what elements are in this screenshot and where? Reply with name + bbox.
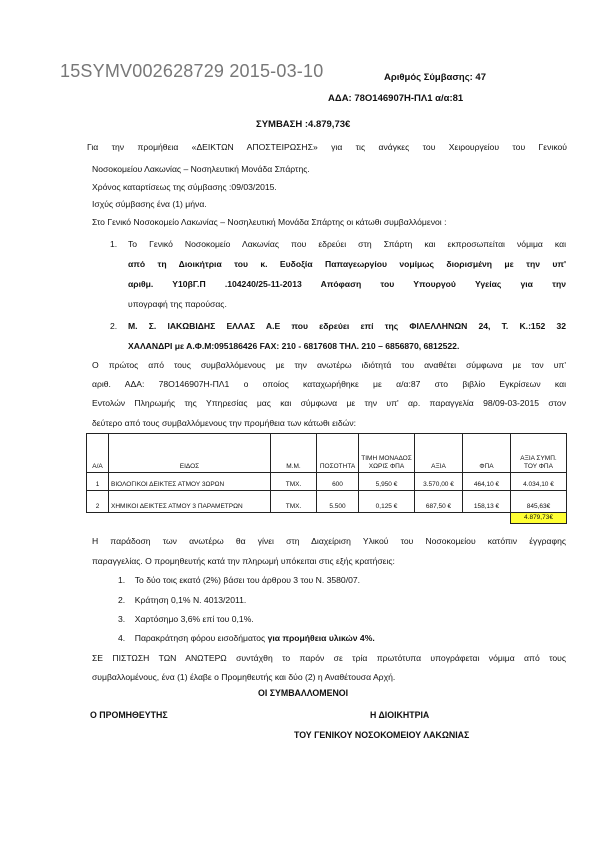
validity-line: Ισχύς σύμβασης ένα (1) μήνα. bbox=[92, 199, 207, 209]
deduction-number: 1. bbox=[118, 575, 126, 585]
items-table bbox=[86, 433, 567, 524]
ada-line: ΑΔΑ: 78Ο146907Η-ΠΛ1 α/α:81 bbox=[328, 93, 464, 104]
delivery-line-2: παραγγελίας. Ο προμηθευτής κατά την πληρωμή υπόκειται στις εξής κρατήσεις: bbox=[92, 556, 395, 566]
cell-fpa: 464,10 € bbox=[463, 473, 511, 491]
col-header-fpa: ΦΠΑ bbox=[463, 434, 511, 473]
cell-axia: 3.570,00 € bbox=[415, 473, 463, 491]
closing-line-2: συμβαλλομένους, ένα (1) έλαβε ο Προμηθευτής και δύο (2) η Αναθέτουσα Αρχή. bbox=[92, 672, 396, 682]
director-signature-label: Η ΔΙΟΙΚΗΤΡΙΑ bbox=[370, 710, 430, 720]
intro-line-1: Για την προμήθεια «ΔΕΙΚΤΩΝ ΑΠΟΣΤΕΙΡΩΣΗΣ» για τις ανάγκες του Χειρουργείου του Γενικού bbox=[87, 142, 567, 152]
deduction-text-bold: για προμήθεια υλικών 4%. bbox=[267, 633, 375, 643]
supplier-signature-label: Ο ΠΡΟΜΗΘΕΥΤΗΣ bbox=[90, 710, 168, 720]
deduction-text: Παρακράτηση φόρου εισοδήματος bbox=[134, 633, 268, 643]
cell-mm: ΤΜΧ. bbox=[271, 491, 317, 513]
deduction-3 bbox=[118, 613, 254, 625]
cell-axia-symp: 845,63€ bbox=[511, 491, 567, 513]
assignment-line-4: δεύτερο από τους συμβαλλόμενους την προμήθεια των κάτωθι ειδών: bbox=[92, 418, 357, 428]
contract-number: Αριθμός Σύμβασης: 47 bbox=[384, 72, 486, 83]
cell-aa: 2 bbox=[87, 491, 109, 513]
assignment-line-2: αριθ. ΑΔΑ: 78Ο146907Η-ΠΛ1 ο οποίος καταχωρήθηκε με α/α:87 στο βιβλίο Εγκρίσεων και bbox=[92, 379, 566, 389]
cell-eidos: ΒΙΟΛΟΓΙΚΟΙ ΔΕΙΚΤΕΣ ΑΤΜΟΥ 3ΩΡΩΝ bbox=[109, 473, 271, 491]
delivery-line-1: Η παράδοση των ανωτέρω θα γίνει στη Διαχείριση Υλικού του Νοσοκομείου κατόπιν έγγραφης bbox=[92, 536, 566, 546]
contract-date-line: Χρόνος καταρτίσεως της σύμβασης :09/03/2015. bbox=[92, 182, 277, 192]
party-2-line-2: ΧΑΛΑΝΔΡΙ με Α.Φ.Μ:095186426 FAX: 210 - 6817608 ΤΗΛ. 210 – 6856870, 6812522. bbox=[128, 341, 460, 351]
col-header-mm: Μ.Μ. bbox=[271, 434, 317, 473]
col-header-axia: ΑΞΙΑ bbox=[415, 434, 463, 473]
party-1-line-2: από τη Διοικήτρια του κ. Ευδοξία Παπαγεωργίου νομίμως διορισμένη με την υπ' bbox=[128, 259, 566, 269]
party-2-number: 2. bbox=[110, 321, 118, 331]
cell-mm: ΤΜΧ. bbox=[271, 473, 317, 491]
deduction-4 bbox=[118, 632, 375, 644]
col-header-axia-symp: ΑΞΙΑ ΣΥΜΠ. ΤΟΥ ΦΠΑ bbox=[511, 434, 567, 473]
signatures-heading: ΟΙ ΣΥΜΒΑΛΛΟΜΕΝΟΙ bbox=[258, 688, 349, 698]
cell-timi: 5,950 € bbox=[359, 473, 415, 491]
table-header-row bbox=[87, 434, 567, 473]
deduction-text: Κράτηση 0,1% Ν. 4013/2011. bbox=[134, 595, 247, 605]
cell-axia-symp: 4.034,10 € bbox=[511, 473, 567, 491]
cell-axia: 687,50 € bbox=[415, 491, 463, 513]
cell-fpa: 158,13 € bbox=[463, 491, 511, 513]
table-row bbox=[87, 491, 567, 513]
deduction-text: Χαρτόσημο 3,6% επί του 0,1%. bbox=[134, 614, 254, 624]
party-1-line-3: αριθμ. Υ10βΓ.Π .104240/25-11-2013 Απόφαση του Υπουργού Υγείας για την bbox=[128, 279, 566, 289]
cell-eidos: ΧΗΜΙΚΟΙ ΔΕΙΚΤΕΣ ΑΤΜΟΥ 3 ΠΑΡΑΜΕΤΡΩΝ bbox=[109, 491, 271, 513]
cell-posotita: 600 bbox=[317, 473, 359, 491]
cell-aa: 1 bbox=[87, 473, 109, 491]
closing-line-1: ΣΕ ΠΙΣΤΩΣΗ ΤΩΝ ΑΝΩΤΕΡΩ συντάχθη το παρόν σε τρία πρωτότυπα υπογράφεται νόμιμα από τους bbox=[92, 653, 566, 663]
deduction-number: 2. bbox=[118, 595, 126, 605]
intro-line-2: Νοσοκομείου Λακωνίας – Νοσηλευτική Μονάδα Σπάρτης. bbox=[92, 164, 310, 174]
table-total-row bbox=[87, 513, 567, 524]
deduction-1 bbox=[118, 574, 360, 586]
hospital-signature-label: ΤΟΥ ΓΕΝΙΚΟΥ ΝΟΣΟΚΟΜΕΙΟΥ ΛΑΚΩΝΙΑΣ bbox=[294, 730, 470, 740]
parties-intro-line: Στο Γενικό Νοσοκομείο Λακωνίας – Νοσηλευτική Μονάδα Σπάρτης οι κάτωθι συμβαλλόμενοι : bbox=[92, 217, 447, 227]
deduction-text: Το δύο τοις εκατό (2%) βάσει του άρθρου 3 του Ν. 3580/07. bbox=[134, 575, 361, 585]
table-row bbox=[87, 473, 567, 491]
party-1-line-1: Το Γενικό Νοσοκομείο Λακωνίας που εδρεύει στη Σπάρτη και εκπροσωπείται νόμιμα και bbox=[128, 239, 566, 249]
table-total: 4.879,73€ bbox=[511, 513, 567, 524]
party-1-number: 1. bbox=[110, 239, 118, 249]
col-header-timi: ΤΙΜΗ ΜΟΝΑΔΟΣ ΧΩΡΙΣ ΦΠΑ bbox=[359, 434, 415, 473]
col-header-posotita: ΠΟΣΟΤΗΤΑ bbox=[317, 434, 359, 473]
assignment-line-1: Ο πρώτος από τους συμβαλλόμενους με την ανωτέρω ιδιότητά του αναθέτει σύμφωνα με τον υπ' bbox=[92, 360, 566, 370]
deduction-number: 4. bbox=[118, 633, 126, 643]
document-stamp: 15SYMV002628729 2015-03-10 bbox=[60, 61, 324, 81]
party-1-line-4: υπογραφή της παρούσας. bbox=[128, 299, 227, 309]
cell-posotita: 5.500 bbox=[317, 491, 359, 513]
contract-title: ΣΥΜΒΑΣΗ :4.879,73€ bbox=[256, 119, 351, 130]
assignment-line-3: Εντολών Πληρωμής της Υπηρεσίας μας και σύμφωνα με την υπ' αρ. παραγγελία 98/09-03-2015 στον bbox=[92, 398, 566, 408]
party-2-line-1: Μ. Σ. ΙΑΚΩΒΙΔΗΣ ΕΛΛΑΣ Α.Ε που εδρεύει επί της ΦΙΛΕΛΛΗΝΩΝ 24, Τ. Κ.:152 32 bbox=[128, 321, 566, 331]
col-header-aa: Α/Α bbox=[87, 434, 109, 473]
col-header-eidos: ΕΙΔΟΣ bbox=[109, 434, 271, 473]
deduction-number: 3. bbox=[118, 614, 126, 624]
cell-timi: 0,125 € bbox=[359, 491, 415, 513]
deduction-2 bbox=[118, 594, 246, 606]
